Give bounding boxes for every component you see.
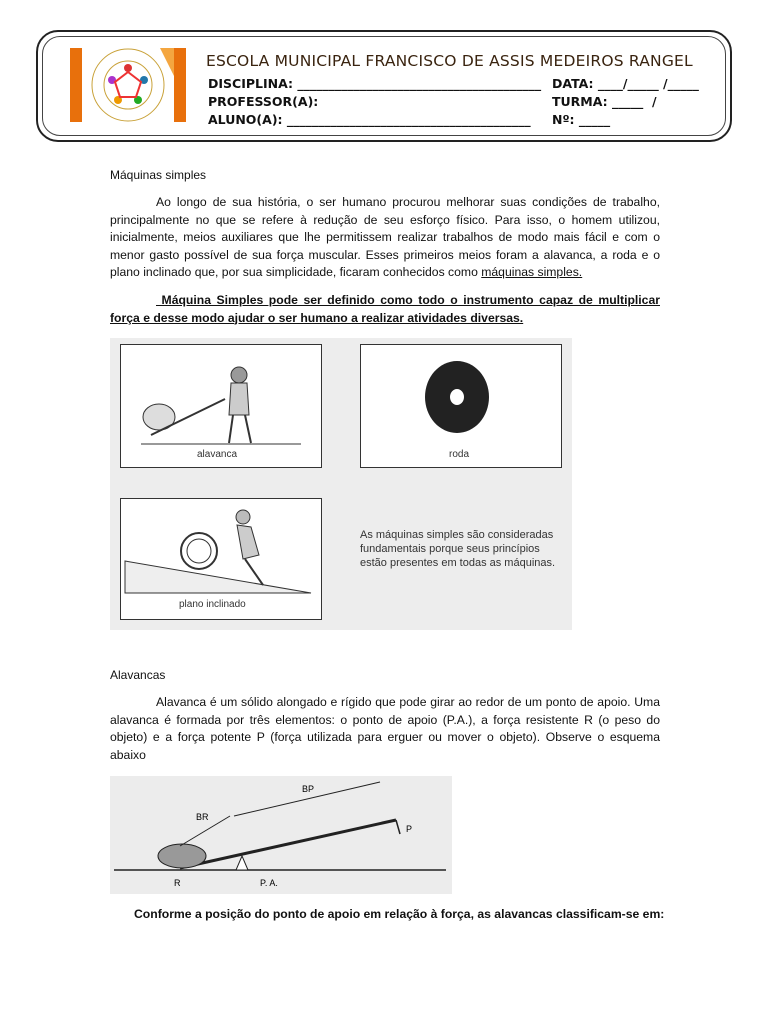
emphasis-maquinas-simples: máquinas simples. [481, 265, 583, 279]
field-data: DATA: ____/_____ /_____ [552, 76, 699, 91]
caption-plano-inclinado: plano inclinado [179, 599, 246, 610]
field-aluno: ALUNO(A): _______________________________________ [208, 112, 531, 127]
field-turma: TURMA: _____ / [552, 94, 657, 109]
field-disciplina: DISCIPLINA: _______________________________________ [208, 76, 542, 91]
paragraph-intro [110, 194, 660, 282]
label-p: P [406, 824, 413, 834]
figure-note: As máquinas simples são consideradas fundamentais porque seus princípios estão presentes em todas as máquinas. [360, 529, 556, 569]
field-professor: PROFESSOR(A): [208, 94, 319, 109]
school-logo [68, 46, 188, 124]
simple-machines-figure [110, 338, 572, 630]
paragraph-definition [110, 292, 660, 327]
paragraph-alavanca-text: Alavanca é um sólido alongado e rígido que pode girar ao redor de um ponto de apoio. Uma alavanca é formada por três elementos: o ponto de apoio (P.A.), a força resistente R (o peso do objeto) e a força potente P (força utilizada para erguer ou mover o objeto). Observe o esquema abaixo [110, 695, 660, 762]
paragraph-alavanca [110, 694, 660, 764]
section-title-alavancas: Alavancas [110, 668, 166, 682]
paragraph-classificacao: Conforme a posição do ponto de apoio em relação à força, as alavancas classificam-se em: [134, 907, 665, 921]
field-numero: Nº: _____ [552, 112, 611, 127]
lever-diagram [110, 776, 452, 894]
caption-roda: roda [449, 449, 470, 460]
school-name: ESCOLA MUNICIPAL FRANCISCO DE ASSIS MEDEIROS RANGEL [206, 52, 693, 70]
paragraph-intro-text: Ao longo de sua história, o ser humano procurou melhorar suas condições de trabalho, principalmente no que se refere à redução de seu esforço físico. Para isso, o homem utilizou, inicialmente, meios auxiliares que lhe permitissem realizar trabalhos de modo mais fácil e com o menor gasto possível de sua força muscular. Esses primeiros meios foram a alavanca, a roda e o plano inclinado que, por sua simplicidade, ficaram conhecidos como [110, 195, 660, 279]
header-box [36, 30, 732, 142]
label-pa: P. A. [260, 878, 278, 888]
section-title-maquinas: Máquinas simples [110, 168, 207, 182]
label-r: R [174, 878, 181, 888]
panel-alavanca [120, 344, 322, 468]
panel-plano-inclinado [120, 498, 322, 620]
caption-alavanca: alavanca [197, 449, 238, 460]
label-br: BR [196, 812, 209, 822]
label-bp: BP [302, 784, 315, 794]
paragraph-definition-text: Máquina Simples pode ser definido como todo o instrumento capaz de multiplicar força e desse modo ajudar o ser humano a realizar atividades diversas. [110, 293, 660, 325]
panel-roda [360, 344, 562, 468]
lever-diagram-svg [110, 776, 452, 894]
